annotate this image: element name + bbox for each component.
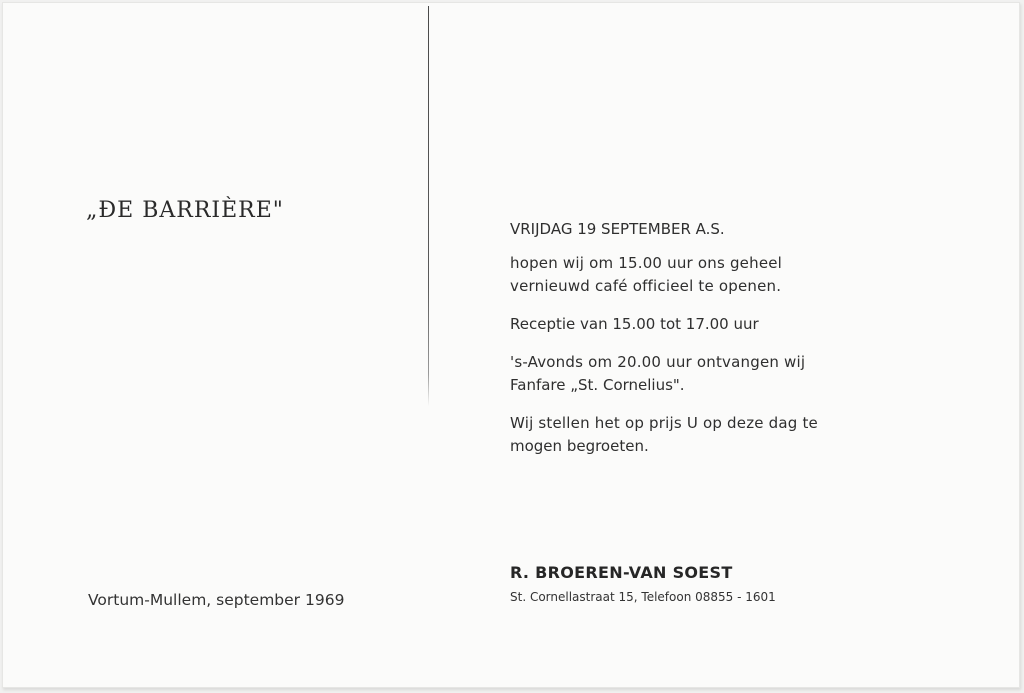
evening-line: Fanfare „St. Cornelius".: [510, 376, 685, 394]
evening-paragraph: [510, 351, 950, 397]
place-date: Vortum-Mullem, september 1969: [88, 591, 345, 609]
cafe-title: „ÐE BARRIÈRE": [86, 198, 284, 223]
greeting-line: mogen begroeten.: [510, 437, 649, 455]
address-line: St. Cornellastraat 15, Telefoon 08855 - 1601: [510, 590, 776, 604]
opening-paragraph: [510, 252, 950, 298]
greeting-line: Wij stellen het op prijs U op deze dag te: [510, 414, 818, 432]
reception-paragraph: [510, 313, 950, 336]
reception-line: Receptie van 15.00 tot 17.00 uur: [510, 315, 759, 333]
opening-line: vernieuwd café officieel te openen.: [510, 277, 782, 295]
signature: R. BROEREN-VAN SOEST: [510, 563, 733, 582]
announcement-text: [510, 218, 950, 473]
card-divider: [428, 6, 429, 406]
event-date: VRIJDAG 19 SEPTEMBER A.S.: [510, 220, 725, 238]
invitation-card: [2, 2, 1020, 688]
opening-line: hopen wij om 15.00 uur ons geheel: [510, 254, 783, 272]
greeting-paragraph: [510, 412, 950, 458]
evening-line: 's-Avonds om 20.00 uur ontvangen wij: [510, 353, 806, 371]
